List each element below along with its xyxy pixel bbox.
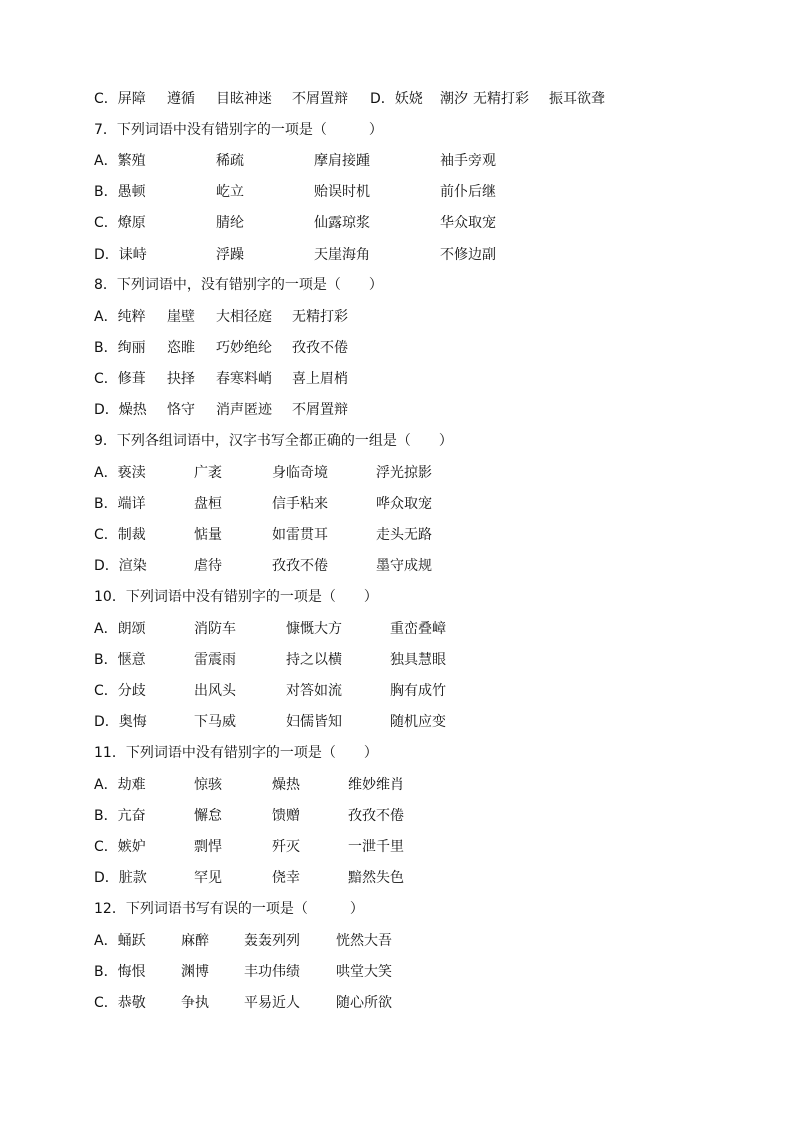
text-cell: C．恭敬 bbox=[94, 995, 146, 1011]
text-cell: A．纯粹 bbox=[94, 309, 146, 325]
text-cell: 重峦叠嶂 bbox=[390, 621, 446, 637]
text-cell: 随机应变 bbox=[390, 714, 446, 730]
text-cell: 随心所欲 bbox=[336, 995, 392, 1011]
text-cell: 孜孜不倦 bbox=[348, 808, 404, 824]
text-cell: 前仆后继 bbox=[440, 184, 496, 200]
text-cell: D．燥热 bbox=[94, 402, 147, 418]
text-line bbox=[0, 836, 794, 858]
text-line bbox=[0, 337, 794, 359]
text-line bbox=[0, 555, 794, 577]
text-cell: 天崖海角 bbox=[314, 247, 370, 263]
text-line bbox=[0, 181, 794, 203]
text-line bbox=[0, 462, 794, 484]
text-cell: 11．下列词语中没有错别字的一项是（ ） bbox=[94, 745, 378, 761]
text-cell: 身临奇境 bbox=[272, 465, 328, 481]
text-cell: 平易近人 bbox=[244, 995, 300, 1011]
text-cell: D．奥悔 bbox=[94, 714, 147, 730]
text-cell: 8．下列词语中，没有错别字的一项是（ ） bbox=[94, 277, 383, 293]
text-line bbox=[0, 774, 794, 796]
text-cell: 惦量 bbox=[194, 527, 222, 543]
text-cell: 走头无路 bbox=[376, 527, 432, 543]
text-cell: 消防车 bbox=[194, 621, 236, 637]
text-cell: C．屏障 bbox=[94, 91, 146, 107]
text-cell: 哗众取宠 bbox=[376, 496, 432, 512]
text-cell: 浮躁 bbox=[216, 247, 244, 263]
text-cell: 罕见 bbox=[194, 870, 222, 886]
text-cell: 振耳欲聋 bbox=[549, 91, 605, 107]
text-cell: 渊博 bbox=[181, 964, 209, 980]
text-cell: 潮汐 bbox=[440, 91, 468, 107]
text-cell: 屹立 bbox=[216, 184, 244, 200]
text-line bbox=[0, 680, 794, 702]
text-cell: 剽悍 bbox=[194, 839, 222, 855]
text-cell: 持之以横 bbox=[286, 652, 342, 668]
text-cell: B．亢奋 bbox=[94, 808, 146, 824]
text-line bbox=[0, 212, 794, 234]
text-cell: 如雷贯耳 bbox=[272, 527, 328, 543]
text-cell: 无精打彩 bbox=[292, 309, 348, 325]
text-cell: 出风头 bbox=[194, 683, 236, 699]
text-cell: 仙露琼浆 bbox=[314, 215, 370, 231]
text-cell: 妇儒皆知 bbox=[286, 714, 342, 730]
text-line bbox=[0, 88, 794, 110]
text-cell: 恍然大吾 bbox=[336, 933, 392, 949]
text-cell: 恣睢 bbox=[167, 340, 195, 356]
text-cell: B．悔恨 bbox=[94, 964, 146, 980]
text-cell: 春寒料峭 bbox=[216, 371, 272, 387]
text-cell: 轰轰列列 bbox=[244, 933, 300, 949]
text-line bbox=[0, 742, 794, 764]
text-cell: 胸有成竹 bbox=[390, 683, 446, 699]
text-cell: 雷震雨 bbox=[194, 652, 236, 668]
text-line bbox=[0, 274, 794, 296]
text-line bbox=[0, 649, 794, 671]
text-cell: A．蛹跃 bbox=[94, 933, 146, 949]
text-cell: 不屑置辩 bbox=[292, 91, 348, 107]
text-cell: 抉择 bbox=[167, 371, 195, 387]
text-line bbox=[0, 244, 794, 266]
text-cell: C．燎原 bbox=[94, 215, 146, 231]
text-cell: 10．下列词语中没有错别字的一项是（ ） bbox=[94, 589, 378, 605]
text-cell: A．繁殖 bbox=[94, 153, 146, 169]
text-cell: 恪守 bbox=[167, 402, 195, 418]
text-line bbox=[0, 586, 794, 608]
text-cell: 贻误时机 bbox=[314, 184, 370, 200]
text-line bbox=[0, 368, 794, 390]
text-cell: 维妙维肖 bbox=[348, 777, 404, 793]
text-cell: 歼灭 bbox=[272, 839, 300, 855]
text-cell: C．制裁 bbox=[94, 527, 146, 543]
text-cell: 虐待 bbox=[194, 558, 222, 574]
text-cell: 崖壁 bbox=[167, 309, 195, 325]
text-line bbox=[0, 898, 794, 920]
text-cell: 丰功伟绩 bbox=[244, 964, 300, 980]
text-cell: 馈赠 bbox=[272, 808, 300, 824]
text-cell: 懈怠 bbox=[194, 808, 222, 824]
text-cell: 稀疏 bbox=[216, 153, 244, 169]
text-cell: D．妖娆 bbox=[370, 91, 423, 107]
text-line bbox=[0, 493, 794, 515]
text-cell: B．端详 bbox=[94, 496, 146, 512]
text-cell: D．渲染 bbox=[94, 558, 147, 574]
text-cell: 袖手旁观 bbox=[440, 153, 496, 169]
text-cell: 孜孜不倦 bbox=[292, 340, 348, 356]
text-cell: 7．下列词语中没有错别字的一项是（ ） bbox=[94, 122, 383, 138]
text-cell: 不修边副 bbox=[440, 247, 496, 263]
text-cell: 无精打彩 bbox=[473, 91, 529, 107]
text-line bbox=[0, 961, 794, 983]
text-line bbox=[0, 805, 794, 827]
text-cell: 不屑置辩 bbox=[292, 402, 348, 418]
text-cell: 巧妙绝纶 bbox=[216, 340, 272, 356]
text-line bbox=[0, 150, 794, 172]
text-line bbox=[0, 306, 794, 328]
text-cell: 大相径庭 bbox=[216, 309, 272, 325]
text-line bbox=[0, 119, 794, 141]
text-cell: 喜上眉梢 bbox=[292, 371, 348, 387]
text-cell: 一泄千里 bbox=[348, 839, 404, 855]
text-line bbox=[0, 992, 794, 1014]
text-cell: C．修葺 bbox=[94, 371, 146, 387]
text-line bbox=[0, 711, 794, 733]
text-cell: 目眩神迷 bbox=[216, 91, 272, 107]
text-cell: B．惬意 bbox=[94, 652, 146, 668]
text-cell: B．愚顿 bbox=[94, 184, 146, 200]
text-cell: 信手粘来 bbox=[272, 496, 328, 512]
text-cell: A．亵渎 bbox=[94, 465, 146, 481]
text-cell: C．分歧 bbox=[94, 683, 146, 699]
text-line bbox=[0, 399, 794, 421]
text-cell: 麻醉 bbox=[181, 933, 209, 949]
text-cell: C．嫉妒 bbox=[94, 839, 146, 855]
text-line bbox=[0, 867, 794, 889]
text-cell: 12．下列词语书写有误的一项是（ ） bbox=[94, 901, 364, 917]
text-cell: 华众取宠 bbox=[440, 215, 496, 231]
text-cell: 哄堂大笑 bbox=[336, 964, 392, 980]
text-cell: 盘桓 bbox=[194, 496, 222, 512]
text-cell: 燥热 bbox=[272, 777, 300, 793]
text-cell: D．脏款 bbox=[94, 870, 147, 886]
text-cell: 侥幸 bbox=[272, 870, 300, 886]
text-cell: 摩肩接踵 bbox=[314, 153, 370, 169]
text-line bbox=[0, 618, 794, 640]
text-cell: 腈纶 bbox=[216, 215, 244, 231]
text-cell: B．绚丽 bbox=[94, 340, 146, 356]
text-cell: A．劫难 bbox=[94, 777, 146, 793]
text-cell: 黯然失色 bbox=[348, 870, 404, 886]
text-cell: 独具慧眼 bbox=[390, 652, 446, 668]
text-line bbox=[0, 930, 794, 952]
text-cell: 广袤 bbox=[194, 465, 222, 481]
text-cell: 孜孜不倦 bbox=[272, 558, 328, 574]
text-cell: 浮光掠影 bbox=[376, 465, 432, 481]
text-cell: D．诔峙 bbox=[94, 247, 147, 263]
text-cell: 消声匿迹 bbox=[216, 402, 272, 418]
text-cell: 惊骇 bbox=[194, 777, 222, 793]
text-cell: 下马威 bbox=[194, 714, 236, 730]
text-cell: 9．下列各组词语中，汉字书写全都正确的一组是（ ） bbox=[94, 433, 453, 449]
text-cell: 对答如流 bbox=[286, 683, 342, 699]
text-cell: 慷慨大方 bbox=[286, 621, 342, 637]
text-line bbox=[0, 524, 794, 546]
text-cell: 遵循 bbox=[167, 91, 195, 107]
text-cell: A．朗颂 bbox=[94, 621, 146, 637]
text-line bbox=[0, 430, 794, 452]
text-cell: 争执 bbox=[181, 995, 209, 1011]
text-cell: 墨守成规 bbox=[376, 558, 432, 574]
